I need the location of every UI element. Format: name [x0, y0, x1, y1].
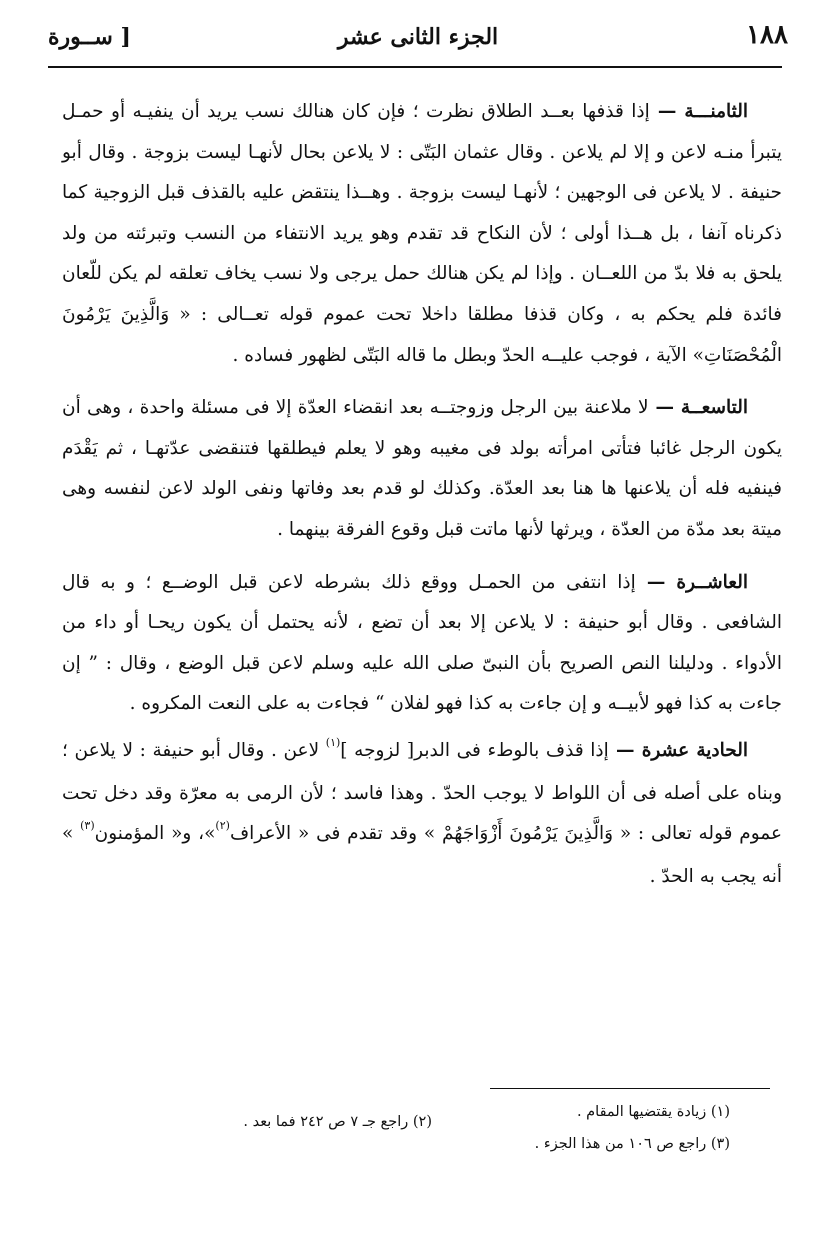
paragraph-ninth [62, 388, 782, 550]
footnote-ref-1: (١) [325, 735, 341, 749]
paragraph-tenth [62, 563, 782, 725]
paragraph-eleventh [62, 731, 782, 897]
paragraph-eighth [62, 92, 782, 376]
footnote-3: (٣) راجع ص ١٠٦ من هذا الجزء . [534, 1136, 730, 1152]
header-rule [48, 66, 782, 68]
paragraph-text: إذا قذفها بعــد الطلاق نظرت ؛ فإن كان هنالك نسب يريد أن ينفيـه أو حمـل يتبرأ منـه لاعن و إلا لم يلاعن . وقال عثمان البَتّى : لا يلاعن بحال لأنهـا ليست بزوجة . وقال أبو حنيفة . لا يلاعن فى الوجهين ؛ لأنهـا ليست بزوجة . وهــذا ينتقض عليه بالقذف قبل الزوجية كما ذكرناه آنفا ، بل هــذا أولى ؛ لأن النكاح قد تقدم وهو يريد الانتفاء من النسب وتبرئته من ولد يلحق به فلا بدّ من اللعــان . وإذا لم يكن هنالك حمل يرجى ولا نسب يخاف تعلقه لم يكن للّعان فائدة فلم يحكم به ، وكان قذفا مطلقا داخلا تحت عموم قوله تعــالى : « وَالَّذِينَ يَرْمُونَ الْمُحْصَنَاتِ» الآية ، فوجب عليــه الحدّ وبطل ما قاله البَتّى لظهور فساده . [62, 101, 782, 366]
bracket-insertion: [ لزوجه ] [340, 739, 415, 761]
paragraph-lead: الثامنـــة — [649, 101, 748, 122]
footnote-rule [490, 1088, 770, 1089]
page-header [48, 18, 788, 64]
paragraph-text: لا ملاعنة بين الرجل وزوجتــه بعد انقضاء العدّة إلا فى مسئلة واحدة ، وهى أن يكون الرجل غائبا فتأتى امرأته بولد فى مغيبه وهو لا يعلم فيطلقها فتنقضى عدّتهـا ، ثم يَقْدَم فينفيه فله أن يلاعنها ها هنا بعد العدّة. وكذلك لو قدم بعد وفاتها ونفى الولد لاعن لنفسه وهى ميتة بعد مدّة من العدّة ، ويرثها لأنها ماتت قبل وقوع الفرقة بينهما . [62, 397, 782, 540]
paragraph-lead: الحادية عشرة — [608, 739, 748, 761]
paragraph-text: لاعن . وقال أبو حنيفة : لا يلاعن ؛ وبناه على أصله فى أن اللواط لا يوجب الحدّ . وهذا فاسد ؛ لأن الرمى به معرّة وقد دخل تحت عموم قوله تعالى : « وَالَّذِينَ يَرْمُونَ أَزْوَاجَهُمْ » وقد تقدم فى « الأعراف [62, 739, 782, 845]
paragraph-text: »، و« المؤمنون [94, 823, 216, 845]
footnote-2: (٢) راجع جـ ٧ ص ٢٤٢ فما بعد . [243, 1114, 432, 1130]
running-title: الجزء الثانى عشر [337, 24, 499, 50]
main-text [62, 92, 782, 909]
page-number: ١٨٨ [746, 20, 788, 50]
paragraph-text: » أنه يجب به الحدّ . [62, 823, 782, 887]
paragraph-text: إذا انتفى من الحمـل ووقع ذلك بشرطه لاعن قبل الوضــع ؛ و به قال الشافعى . وقال أبو حنيفة : لا يلاعن إلا بعد أن تضع ، لأنه يحتمل أن يكون ريحـا أو داء من الأدواء . ودليلنا النص الصريح بأن النبىّ صلى الله عليه وسلم لاعن قبل الوضع ، وقال : ” إن جاءت به كذا فهو لأبيــه و إن جاءت به كذا فهو لفلان “ فجاءت به على النعت المكروه . [62, 571, 782, 715]
sura-label: [ ســورة [48, 24, 131, 50]
paragraph-text: إذا قذف بالوطء فى الدبر [414, 739, 609, 761]
paragraph-lead: التاسعــة — [648, 397, 748, 419]
footnote-ref-3: (٣) [80, 819, 95, 833]
paragraph-lead: العاشــرة — [635, 571, 748, 593]
footnote-1: (١) زيادة يقتضيها المقام . [576, 1104, 730, 1120]
footnote-ref-2: (٢) [215, 819, 230, 833]
